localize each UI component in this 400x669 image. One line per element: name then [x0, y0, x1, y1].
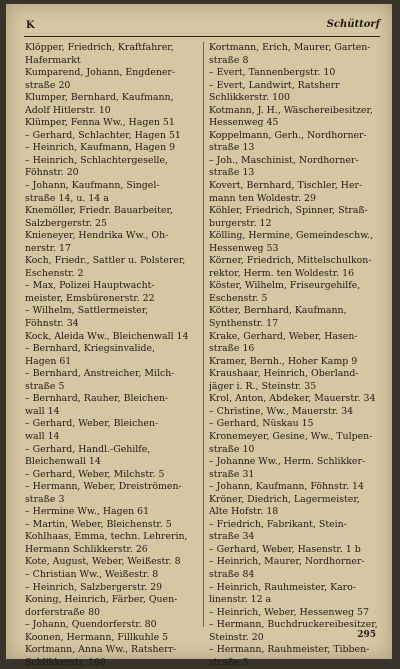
directory-entry-line: – Hermann, Buchdruckereibesitzer,	[209, 619, 378, 631]
directory-entry-line: – Johann, Quendorferstr. 80	[25, 619, 157, 631]
directory-entry-line: Steinstr. 20	[209, 631, 264, 643]
directory-entry-line: Alte Hofstr. 18	[209, 506, 279, 518]
directory-entry-line: wall 14	[25, 430, 60, 442]
running-head: Schüttorf	[326, 19, 380, 30]
directory-entry-line: dorferstraße 80	[25, 606, 100, 618]
directory-entry-line: – Johann, Kaufmann, Föhnstr. 14	[209, 481, 364, 493]
directory-entry-line: Köster, Wilhelm, Friseurgehilfe,	[209, 280, 361, 292]
directory-entry-line: Kötter, Bernhard, Kaufmann,	[209, 305, 347, 317]
directory-entry-line: straße 13	[209, 167, 255, 179]
directory-entry-line: Klümper, Fenna Ww., Hagen 51	[25, 117, 175, 129]
directory-entry-line: – Joh., Maschinist, Nordhorner-	[209, 154, 359, 166]
directory-entry-line: Kronemeyer, Gesine, Ww., Tulpen-	[209, 430, 373, 442]
column-divider	[203, 42, 204, 627]
right-column	[209, 42, 381, 669]
directory-entry-line: straße 34	[209, 531, 255, 543]
directory-entry-line: straße 14, u. 14 a	[25, 192, 109, 204]
directory-entry-line: Kovert, Bernhard, Tischler, Her-	[209, 180, 363, 192]
directory-entry-line: Koppelmann, Gerh., Nordhorner-	[209, 129, 367, 141]
directory-entry-line: Schlikkerstr. 100	[209, 92, 290, 104]
directory-entry-line: – Heinrich, Rauhmeister, Karo-	[209, 581, 356, 593]
directory-entry-line: straße 8	[209, 54, 249, 66]
directory-entry-line: – Johann, Kaufmann, Singel-	[25, 180, 160, 192]
directory-entry-line: jäger i. R., Steinstr. 35	[209, 380, 317, 392]
directory-entry-line: – Gerhard, Nüskau 15	[209, 418, 314, 430]
directory-entry-line: – Gerhard, Weber, Bleichen-	[25, 418, 159, 430]
directory-entry-line: Föhnstr. 34	[25, 318, 79, 330]
directory-entry-line: – Evert, Tannenbergstr. 10	[209, 67, 336, 79]
directory-entry-line: Knemöller, Friedr. Bauarbeiter,	[25, 205, 173, 217]
section-letter: K	[26, 20, 35, 31]
directory-entry-line: – Christine, Ww., Mauerstr. 34	[209, 405, 354, 417]
directory-entry-line: meister, Emsbürenerstr. 22	[25, 292, 155, 304]
directory-entry-line: Kumparend, Johann, Engdener-	[25, 67, 176, 79]
directory-entry-line: Eschenstr. 2	[25, 267, 84, 279]
directory-entry-line: Kock, Aleida Ww., Bleichenwall 14	[25, 330, 189, 342]
directory-entry-line: straße 5	[25, 380, 65, 392]
directory-entry-line: Kramer, Bernh., Hoher Kamp 9	[209, 355, 358, 367]
directory-entry-line: – Bernhard, Anstreicher, Milch-	[25, 368, 175, 380]
directory-entry-line: – Heinrich, Kaufmann, Hagen 9	[25, 142, 176, 154]
directory-entry-line: – Gerhard, Schlachter, Hagen 51	[25, 129, 181, 141]
directory-entry-line: straße 3	[209, 656, 249, 668]
directory-entry-line: Adolf Hitlerstr. 10	[25, 104, 111, 116]
directory-entry-line: straße 16	[209, 343, 255, 355]
directory-entry-line: Kote, August, Weber, Weißestr. 8	[25, 556, 181, 568]
directory-entry-line: Klumper, Bernhard, Kaufmann,	[25, 92, 174, 104]
directory-entry-line: Krake, Gerhard, Weber, Hasen-	[209, 330, 358, 342]
directory-entry-line: Kortmann, Erich, Maurer, Garten-	[209, 42, 371, 53]
directory-entry-line: Köhler, Friedrich, Spinner, Straß-	[209, 205, 368, 217]
directory-entry-line: – Evert, Landwirt, Ratsherr	[209, 79, 340, 91]
directory-entry-line: Kotmann, J. H., Wäschereibesitzer,	[209, 104, 373, 116]
directory-entry-line: straße 10	[209, 443, 255, 455]
directory-entry-line: Körner, Friedrich, Mittelschulkon-	[209, 255, 372, 267]
directory-entry-line: – Heinrich, Schlachtergeselle,	[25, 154, 168, 166]
directory-entry-line: Kröner, Diedrich, Lagermeister,	[209, 493, 360, 505]
directory-entry-line: straße 84	[209, 568, 255, 580]
directory-entry-line: – Wilhelm, Sattlermeister,	[25, 305, 149, 317]
directory-entry-line: – Friedrich, Fabrikant, Stein-	[209, 518, 347, 530]
directory-entry-line: Hessenweg 53	[209, 242, 279, 254]
directory-entry-line: Koonen, Hermann, Fillkuhle 5	[25, 631, 169, 643]
directory-entry-line: – Gerhard, Weber, Milchstr. 5	[25, 468, 165, 480]
left-column	[25, 42, 201, 669]
directory-entry-line: Bleichenwall 14	[25, 456, 101, 468]
directory-page	[6, 4, 392, 668]
directory-entry-line: Hessenweg 45	[209, 117, 279, 129]
directory-entry-line: Klöpper, Friedrich, Kraftfahrer,	[25, 42, 174, 53]
directory-entry-line: linenstr. 12 a	[209, 594, 272, 606]
directory-entry-line: Koch, Friedr., Sattler u. Polsterer,	[25, 255, 186, 267]
directory-entry-line: Kraushaar, Heinrich, Oberland-	[209, 368, 359, 380]
directory-entry-line: – Heinrich, Weber, Hessenweg 57	[209, 606, 369, 618]
directory-entry-line: Koning, Heinrich, Färber, Quen-	[25, 594, 178, 606]
directory-entry-line: Eschenstr. 5	[209, 292, 268, 304]
directory-entry-line: – Johanne Ww., Herm. Schlikker-	[209, 456, 366, 468]
directory-entry-line: Hermann Schlikkerstr. 26	[25, 543, 148, 555]
directory-entry-line: – Heinrich, Salzbergerstr. 29	[25, 581, 163, 593]
page-number: 295	[357, 630, 376, 640]
directory-entry-line: Salzbergerstr. 25	[25, 217, 107, 229]
directory-entry-line: straße 31	[209, 468, 255, 480]
directory-entry-line: – Hermine Ww., Hagen 61	[25, 506, 150, 518]
directory-entry-line: Kortmann, Anna Ww., Ratsherr-	[25, 644, 177, 656]
directory-entry-line: nerstr. 17	[25, 242, 71, 254]
directory-entry-line: wall 14	[25, 405, 60, 417]
directory-entry-line: Knieneyer, Hendrika Ww., Oh-	[25, 230, 169, 242]
directory-entry-line: Synthenstr. 17	[209, 318, 279, 330]
directory-entry-line: – Bernhard, Kriegsinvalide,	[25, 343, 155, 355]
directory-entry-line: burgerstr. 12	[209, 217, 272, 229]
directory-entry-line: straße 13	[209, 142, 255, 154]
directory-entry-line: – Heinrich, Maurer, Nordhorner-	[209, 556, 365, 568]
directory-entry-line: – Max, Polizei Hauptwacht-	[25, 280, 155, 292]
directory-entry-line: – Martin, Weber, Bleichenstr. 5	[25, 518, 172, 530]
directory-entry-line: – Bernhard, Rauher, Bleichen-	[25, 393, 169, 405]
directory-entry-line: Krol, Anton, Abdeker, Mauerstr. 34	[209, 393, 376, 405]
directory-entry-line: mann ten Woldestr. 29	[209, 192, 316, 204]
header-rule	[24, 36, 380, 37]
directory-entry-line: – Christian Ww., Weißestr. 8	[25, 568, 159, 580]
directory-entry-line: straße 3	[25, 493, 65, 505]
directory-entry-line: Schlikkerstr. 100	[25, 656, 106, 668]
directory-entry-line: – Hermann, Rauhmeister, Tibben-	[209, 644, 370, 656]
directory-entry-line: Kohlhaas, Emma, techn. Lehrerin,	[25, 531, 188, 543]
directory-entry-line: rektor, Herm. ten Woldestr. 16	[209, 267, 355, 279]
directory-entry-line: straße 20	[25, 79, 71, 91]
directory-entry-line: Kölling, Hermine, Gemeindeschw.,	[209, 230, 374, 242]
directory-entry-line: – Gerhard, Weber, Hasenstr. 1 b	[209, 543, 361, 555]
directory-entry-line: Hafermarkt	[25, 54, 81, 66]
directory-entry-line: – Gerhard, Handl.-Gehilfe,	[25, 443, 151, 455]
directory-entry-line: – Hermann, Weber, Dreiströmen-	[25, 481, 182, 493]
directory-entry-line: Föhnstr. 20	[25, 167, 79, 179]
directory-entry-line: Hagen 61	[25, 355, 72, 367]
